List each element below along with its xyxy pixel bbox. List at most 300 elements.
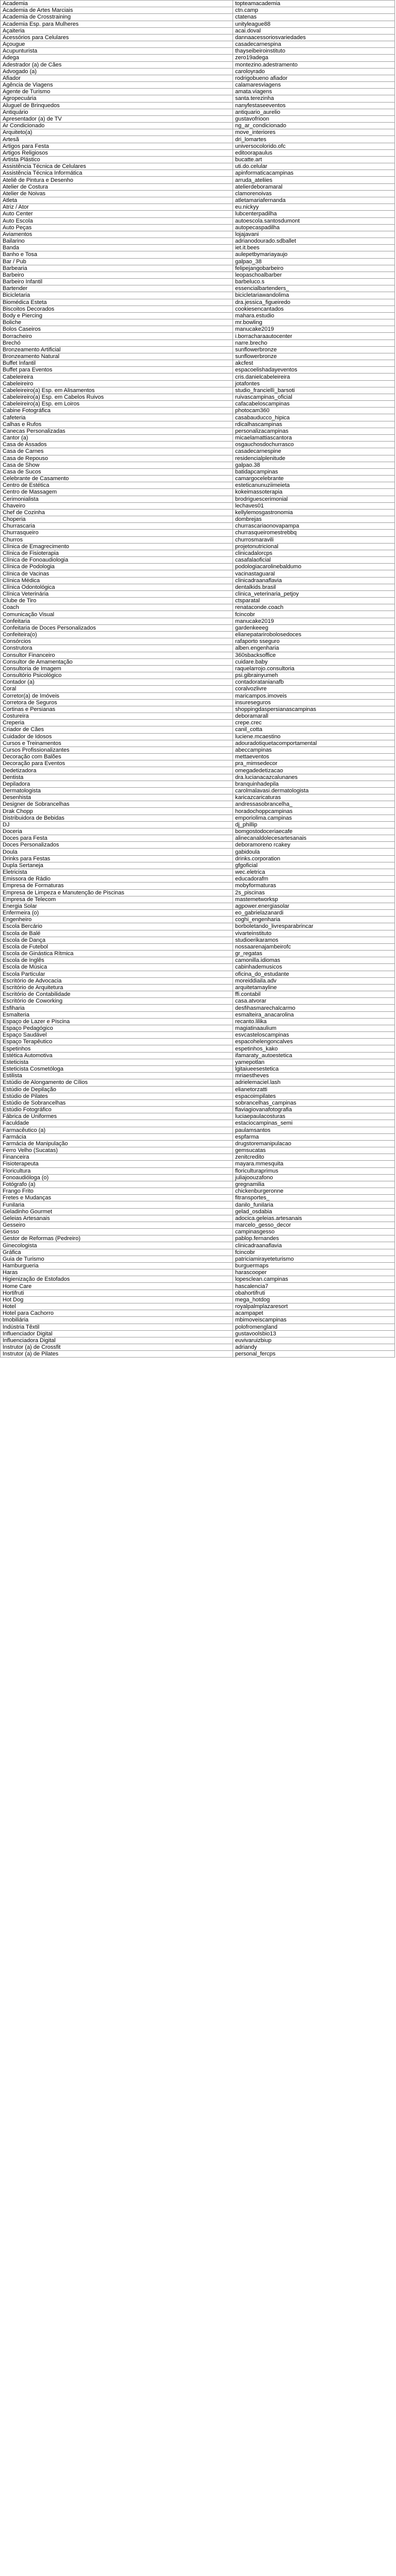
category-cell[interactable]: Cabeleireiro(a) Esp. em Alisamentos bbox=[1, 387, 233, 394]
category-cell[interactable]: Empresa de Telecom bbox=[1, 896, 233, 903]
handle-cell[interactable]: mriaestheves bbox=[233, 1073, 395, 1079]
category-cell[interactable]: Confeitaria de Doces Personalizados bbox=[1, 624, 233, 631]
category-cell[interactable]: Atelier de Noivas bbox=[1, 190, 233, 197]
category-cell[interactable]: Hortifruti bbox=[1, 1290, 233, 1296]
category-cell[interactable]: Canecas Personalizadas bbox=[1, 428, 233, 434]
category-cell[interactable]: Atriz / Ator bbox=[1, 204, 233, 211]
category-cell[interactable]: Clube de Tiro bbox=[1, 598, 233, 604]
handle-cell[interactable]: jotafontes bbox=[233, 380, 395, 387]
handle-cell[interactable]: recanto.lilika bbox=[233, 1018, 395, 1025]
category-cell[interactable]: Confeitaria bbox=[1, 618, 233, 624]
category-cell[interactable]: Escola Bercário bbox=[1, 923, 233, 930]
handle-cell[interactable]: dentalkids.brasil bbox=[233, 584, 395, 590]
category-cell[interactable]: Espaço Saudável bbox=[1, 1032, 233, 1039]
category-cell[interactable]: Buffet Infantil bbox=[1, 360, 233, 367]
category-cell[interactable]: Escritório de Arquitetura bbox=[1, 984, 233, 991]
category-cell[interactable]: Auto Peças bbox=[1, 224, 233, 231]
category-cell[interactable]: Adestrador (a) de Cães bbox=[1, 61, 233, 68]
handle-cell[interactable]: crepe.crec bbox=[233, 720, 395, 726]
handle-cell[interactable]: photocam360 bbox=[233, 408, 395, 414]
category-cell[interactable]: Assistência Técnica de Celulares bbox=[1, 163, 233, 170]
category-cell[interactable]: Casa de Carnes bbox=[1, 448, 233, 455]
handle-cell[interactable]: ng_ar_condicionado bbox=[233, 123, 395, 129]
handle-cell[interactable]: osgauchosdochurrasco bbox=[233, 442, 395, 448]
category-cell[interactable]: Cortinas e Persianas bbox=[1, 706, 233, 713]
category-cell[interactable]: Geladinho Gourmet bbox=[1, 1208, 233, 1215]
handle-cell[interactable]: clinicadalorcps bbox=[233, 550, 395, 556]
handle-cell[interactable]: zenitcredito bbox=[233, 1154, 395, 1161]
handle-cell[interactable]: nossaarenajambeirofc bbox=[233, 943, 395, 950]
category-cell[interactable]: Açaiteria bbox=[1, 27, 233, 34]
category-cell[interactable]: Bronzeamento Natural bbox=[1, 353, 233, 360]
category-cell[interactable]: Doceria bbox=[1, 828, 233, 835]
handle-cell[interactable]: maricampos.imoveis bbox=[233, 692, 395, 699]
category-cell[interactable]: Fretes e Mudanças bbox=[1, 1195, 233, 1201]
category-cell[interactable]: Doces para Festa bbox=[1, 835, 233, 842]
category-cell[interactable]: Empresa de Formaturas bbox=[1, 883, 233, 889]
category-cell[interactable]: Bar / Pub bbox=[1, 258, 233, 265]
category-cell[interactable]: Consórcios bbox=[1, 638, 233, 645]
handle-cell[interactable]: burguermaps bbox=[233, 1262, 395, 1269]
handle-cell[interactable]: galpao.38 bbox=[233, 462, 395, 468]
handle-cell[interactable]: churrasqueiromestrebbq bbox=[233, 530, 395, 536]
category-cell[interactable]: Home Care bbox=[1, 1283, 233, 1290]
category-cell[interactable]: Bicicletaria bbox=[1, 292, 233, 299]
category-cell[interactable]: Bartender bbox=[1, 285, 233, 292]
handle-cell[interactable]: rafaporto sseguro bbox=[233, 638, 395, 645]
category-cell[interactable]: Academia de Crosstraining bbox=[1, 14, 233, 21]
handle-cell[interactable]: paulamsantos bbox=[233, 1127, 395, 1133]
handle-cell[interactable]: wec.eletrica bbox=[233, 869, 395, 876]
handle-cell[interactable]: move_interiores bbox=[233, 129, 395, 136]
handle-cell[interactable]: espacoimpilates bbox=[233, 1093, 395, 1099]
handle-cell[interactable]: alben.engenharia bbox=[233, 645, 395, 652]
handle-cell[interactable]: cookiesencantados bbox=[233, 306, 395, 312]
handle-cell[interactable]: drugstoremanipulacao bbox=[233, 1140, 395, 1147]
category-cell[interactable]: Dentista bbox=[1, 774, 233, 781]
handle-cell[interactable]: thayseibeiroinstituto bbox=[233, 48, 395, 55]
handle-cell[interactable]: espacohelengoncalves bbox=[233, 1039, 395, 1045]
category-cell[interactable]: Cabeleireiro(a) Esp. em Cabelos Ruivos bbox=[1, 394, 233, 400]
handle-cell[interactable]: branquinhadepila bbox=[233, 781, 395, 787]
handle-cell[interactable]: projetonutricional bbox=[233, 543, 395, 550]
handle-cell[interactable]: andressasobrancelha_ bbox=[233, 801, 395, 808]
handle-cell[interactable]: editoorapaulus bbox=[233, 149, 395, 156]
handle-cell[interactable]: lechaves01 bbox=[233, 502, 395, 509]
handle-cell[interactable]: dri_lomartes bbox=[233, 136, 395, 143]
category-cell[interactable]: Barbearia bbox=[1, 265, 233, 272]
category-cell[interactable]: Desenhista bbox=[1, 794, 233, 801]
handle-cell[interactable]: gr_regatas bbox=[233, 951, 395, 957]
category-cell[interactable]: Chaveiro bbox=[1, 502, 233, 509]
category-cell[interactable]: Farmacêutico (a) bbox=[1, 1127, 233, 1133]
handle-cell[interactable]: renataconde.coach bbox=[233, 604, 395, 611]
category-cell[interactable]: Bolos Caseiros bbox=[1, 326, 233, 333]
handle-cell[interactable]: dj_phillip bbox=[233, 821, 395, 828]
category-cell[interactable]: Clínica Médica bbox=[1, 577, 233, 584]
handle-cell[interactable]: zero19adega bbox=[233, 55, 395, 61]
handle-cell[interactable]: ctn.camp bbox=[233, 7, 395, 14]
category-cell[interactable]: Escola Particular bbox=[1, 971, 233, 977]
handle-cell[interactable]: acampapet bbox=[233, 1310, 395, 1317]
category-cell[interactable]: Borracheiro bbox=[1, 333, 233, 340]
handle-cell[interactable]: studio_franciellì_barsoti bbox=[233, 387, 395, 394]
category-cell[interactable]: Arquiteto(a) bbox=[1, 129, 233, 136]
category-cell[interactable]: Escola de Balé bbox=[1, 930, 233, 937]
category-cell[interactable]: Body e Piercing bbox=[1, 312, 233, 319]
category-cell[interactable]: Esfiharia bbox=[1, 1005, 233, 1011]
category-cell[interactable]: Clínica de Podologia bbox=[1, 564, 233, 570]
category-cell[interactable]: Antiquário bbox=[1, 109, 233, 115]
handle-cell[interactable]: chickenburgeronne bbox=[233, 1188, 395, 1195]
handle-cell[interactable]: luciaepaulacosturas bbox=[233, 1113, 395, 1120]
category-cell[interactable]: Cabeleireira bbox=[1, 374, 233, 380]
handle-cell[interactable]: elianepatarirobolosedoces bbox=[233, 631, 395, 638]
category-cell[interactable]: Hotel para Cachorro bbox=[1, 1310, 233, 1317]
category-cell[interactable]: Espaço Pedagógico bbox=[1, 1025, 233, 1031]
category-cell[interactable]: Hamburgueria bbox=[1, 1262, 233, 1269]
handle-cell[interactable]: educadorafm bbox=[233, 876, 395, 883]
category-cell[interactable]: Escola de Ginástica Rítmica bbox=[1, 951, 233, 957]
handle-cell[interactable]: esmalteira_anacarolina bbox=[233, 1011, 395, 1018]
category-cell[interactable]: Clínica de Vacinas bbox=[1, 570, 233, 577]
handle-cell[interactable]: campinasgesso bbox=[233, 1229, 395, 1235]
category-cell[interactable]: Floricultura bbox=[1, 1167, 233, 1174]
category-cell[interactable]: Dupla Sertaneja bbox=[1, 862, 233, 869]
category-cell[interactable]: Costureira bbox=[1, 713, 233, 720]
handle-cell[interactable]: rdicalhascampinas bbox=[233, 421, 395, 428]
category-cell[interactable]: Esteticista bbox=[1, 1059, 233, 1065]
category-cell[interactable]: Biomédica Esteta bbox=[1, 299, 233, 306]
category-cell[interactable]: Fonoaudióloga (o) bbox=[1, 1174, 233, 1181]
category-cell[interactable]: Escola de Inglês bbox=[1, 957, 233, 964]
handle-cell[interactable]: gustavofrioon bbox=[233, 115, 395, 122]
handle-cell[interactable]: elianetorzatti bbox=[233, 1086, 395, 1093]
category-cell[interactable]: Instrutor (a) de Pilates bbox=[1, 1351, 233, 1358]
handle-cell[interactable]: atelierdeboramaral bbox=[233, 183, 395, 190]
category-cell[interactable]: Calhas e Rufos bbox=[1, 421, 233, 428]
handle-cell[interactable]: clinicadraanaflavia bbox=[233, 577, 395, 584]
handle-cell[interactable]: mega_hotdog bbox=[233, 1296, 395, 1303]
handle-cell[interactable]: mahara.estudio bbox=[233, 312, 395, 319]
category-cell[interactable]: Criador de Cães bbox=[1, 726, 233, 733]
handle-cell[interactable]: arruda_ateliies bbox=[233, 177, 395, 183]
handle-cell[interactable]: dra.lucianacazcalunanes bbox=[233, 774, 395, 781]
category-cell[interactable]: Centro de Massagem bbox=[1, 489, 233, 496]
category-cell[interactable]: Choperia bbox=[1, 516, 233, 523]
handle-cell[interactable]: mastemetworksp bbox=[233, 896, 395, 903]
category-cell[interactable]: Dermatologista bbox=[1, 787, 233, 794]
handle-cell[interactable]: magiatinaaulium bbox=[233, 1025, 395, 1031]
category-cell[interactable]: Doula bbox=[1, 849, 233, 855]
category-cell[interactable]: Coach bbox=[1, 604, 233, 611]
category-cell[interactable]: Eletricista bbox=[1, 869, 233, 876]
category-cell[interactable]: Consultoria de Imagem bbox=[1, 665, 233, 672]
handle-cell[interactable]: harascooper bbox=[233, 1269, 395, 1276]
category-cell[interactable]: Cabeleireiro(a) Esp. em Loiros bbox=[1, 401, 233, 408]
handle-cell[interactable]: gemsucatas bbox=[233, 1147, 395, 1154]
handle-cell[interactable]: oficina_do_estudante bbox=[233, 971, 395, 977]
category-cell[interactable]: Cafeteria bbox=[1, 414, 233, 421]
handle-cell[interactable]: uti.do.celular bbox=[233, 163, 395, 170]
handle-cell[interactable]: rodrigobueno afiador bbox=[233, 75, 395, 81]
handle-cell[interactable]: universocolorido.ofc bbox=[233, 143, 395, 149]
category-cell[interactable]: Decoração para Eventos bbox=[1, 760, 233, 767]
handle-cell[interactable]: apinformaticacampinas bbox=[233, 170, 395, 177]
handle-cell[interactable]: atletamariafernanda bbox=[233, 197, 395, 204]
category-cell[interactable]: Casa de Sucos bbox=[1, 468, 233, 475]
category-cell[interactable]: Atleta bbox=[1, 197, 233, 204]
handle-cell[interactable]: sobrancelhas_campinas bbox=[233, 1099, 395, 1106]
category-cell[interactable]: Contador (a) bbox=[1, 679, 233, 686]
handle-cell[interactable]: caroloyrado bbox=[233, 68, 395, 75]
category-cell[interactable]: Imobiliária bbox=[1, 1317, 233, 1324]
handle-cell[interactable]: fcincobr bbox=[233, 1249, 395, 1256]
handle-cell[interactable]: contadoratanianafb bbox=[233, 679, 395, 686]
handle-cell[interactable]: euvivaruizbiup bbox=[233, 1337, 395, 1344]
category-cell[interactable]: Acupunturista bbox=[1, 48, 233, 55]
handle-cell[interactable]: casafalaoficial bbox=[233, 557, 395, 564]
handle-cell[interactable]: mobyformaturas bbox=[233, 883, 395, 889]
category-cell[interactable]: Clínica de Emagrecimento bbox=[1, 543, 233, 550]
handle-cell[interactable]: borboletando_livresparabrincar bbox=[233, 923, 395, 930]
handle-cell[interactable]: acai.doval bbox=[233, 27, 395, 34]
handle-cell[interactable]: adrianodourado.sdballet bbox=[233, 238, 395, 245]
handle-cell[interactable]: manucake2019 bbox=[233, 618, 395, 624]
handle-cell[interactable]: eo_gabrielazanardi bbox=[233, 910, 395, 917]
handle-cell[interactable]: bicicletariawandolima bbox=[233, 292, 395, 299]
category-cell[interactable]: Haras bbox=[1, 1269, 233, 1276]
category-cell[interactable]: Funilaria bbox=[1, 1201, 233, 1208]
category-cell[interactable]: Agência de Viagens bbox=[1, 82, 233, 89]
handle-cell[interactable]: fitransportes_ bbox=[233, 1195, 395, 1201]
category-cell[interactable]: Ar Condicionado bbox=[1, 123, 233, 129]
handle-cell[interactable]: gregnamilia bbox=[233, 1181, 395, 1188]
handle-cell[interactable]: cafacabeloscampinas bbox=[233, 401, 395, 408]
handle-cell[interactable]: churrosmaravili bbox=[233, 536, 395, 543]
category-cell[interactable]: Distribuidora de Bebidas bbox=[1, 815, 233, 821]
category-cell[interactable]: Casa de Repouso bbox=[1, 455, 233, 462]
handle-cell[interactable]: sunflowerbronze bbox=[233, 353, 395, 360]
category-cell[interactable]: Escritório de Contabilidade bbox=[1, 991, 233, 998]
category-cell[interactable]: Cuidador de Idosos bbox=[1, 733, 233, 740]
category-cell[interactable]: Higienização de Estofados bbox=[1, 1276, 233, 1283]
handle-cell[interactable]: leopaschoalbarber bbox=[233, 272, 395, 278]
handle-cell[interactable]: desfihasmarechalcarmo bbox=[233, 1005, 395, 1011]
category-cell[interactable]: Biscoitos Decorados bbox=[1, 306, 233, 312]
handle-cell[interactable]: esvcasteloscampinas bbox=[233, 1032, 395, 1039]
category-cell[interactable]: Financeira bbox=[1, 1154, 233, 1161]
category-cell[interactable]: Cabine Fotográfica bbox=[1, 408, 233, 414]
handle-cell[interactable]: nanyfestaseeventos bbox=[233, 102, 395, 109]
category-cell[interactable]: Gesseiro bbox=[1, 1222, 233, 1228]
handle-cell[interactable]: cuidare.baby bbox=[233, 658, 395, 665]
category-cell[interactable]: Barbeiro bbox=[1, 272, 233, 278]
handle-cell[interactable]: floriculturaprimus bbox=[233, 1167, 395, 1174]
handle-cell[interactable]: camonilla.idiomas bbox=[233, 957, 395, 964]
category-cell[interactable]: Estética Automotiva bbox=[1, 1052, 233, 1059]
handle-cell[interactable]: casabauducco_hipica bbox=[233, 414, 395, 421]
handle-cell[interactable]: juliajoouzafono bbox=[233, 1174, 395, 1181]
handle-cell[interactable]: batidapcampinas bbox=[233, 468, 395, 475]
category-cell[interactable]: Auto Escola bbox=[1, 217, 233, 224]
category-cell[interactable]: Aluguel de Brinquedos bbox=[1, 102, 233, 109]
category-cell[interactable]: Adega bbox=[1, 55, 233, 61]
category-cell[interactable]: Consultor de Amamentação bbox=[1, 658, 233, 665]
category-cell[interactable]: Bronzeamento Artificial bbox=[1, 346, 233, 353]
handle-cell[interactable]: narre.brecho bbox=[233, 340, 395, 346]
handle-cell[interactable]: barbeluco.s bbox=[233, 279, 395, 285]
category-cell[interactable]: Banho e Tosa bbox=[1, 251, 233, 258]
category-cell[interactable]: Empresa de Limpeza e Manutenção de Piscinas bbox=[1, 889, 233, 896]
handle-cell[interactable]: santa.terezinha bbox=[233, 95, 395, 102]
handle-cell[interactable]: adriandy bbox=[233, 1344, 395, 1351]
category-cell[interactable]: Escola de Dança bbox=[1, 937, 233, 943]
category-cell[interactable]: Artigos para Festa bbox=[1, 143, 233, 149]
handle-cell[interactable]: ctatenas bbox=[233, 14, 395, 21]
category-cell[interactable]: Ferro Velho (Sucatas) bbox=[1, 1147, 233, 1154]
handle-cell[interactable]: estaciocampinas_semi bbox=[233, 1120, 395, 1127]
handle-cell[interactable]: psi.gibrainyumeh bbox=[233, 672, 395, 679]
handle-cell[interactable]: obahortifruti bbox=[233, 1290, 395, 1296]
category-cell[interactable]: Esmalteria bbox=[1, 1011, 233, 1018]
handle-cell[interactable]: studioerikaramos bbox=[233, 937, 395, 943]
handle-cell[interactable]: 2s_piscinas bbox=[233, 889, 395, 896]
category-cell[interactable]: Barbeiro Infantil bbox=[1, 279, 233, 285]
category-cell[interactable]: Drinks para Festas bbox=[1, 855, 233, 862]
handle-cell[interactable]: agpower.energiasolar bbox=[233, 903, 395, 909]
handle-cell[interactable]: clinica_veterinaria_petjoy bbox=[233, 590, 395, 597]
handle-cell[interactable]: abeccampinas bbox=[233, 747, 395, 753]
category-cell[interactable]: Escritório de Advocacia bbox=[1, 977, 233, 984]
category-cell[interactable]: Aviamentos bbox=[1, 231, 233, 238]
handle-cell[interactable]: casadecarnespine bbox=[233, 448, 395, 455]
handle-cell[interactable]: iet.it.bees bbox=[233, 245, 395, 251]
handle-cell[interactable]: esteticanunuziimeieta bbox=[233, 482, 395, 489]
handle-cell[interactable]: vacinastaguaral bbox=[233, 570, 395, 577]
handle-cell[interactable]: unityleague88 bbox=[233, 21, 395, 27]
category-cell[interactable]: Corretor(a) de Imóveis bbox=[1, 692, 233, 699]
handle-cell[interactable]: raquelarrojo.consultoria bbox=[233, 665, 395, 672]
handle-cell[interactable]: espacoelishadayeventos bbox=[233, 367, 395, 374]
category-cell[interactable]: Celebrante de Casamento bbox=[1, 476, 233, 482]
category-cell[interactable]: Farmácia de Manipulação bbox=[1, 1140, 233, 1147]
category-cell[interactable]: Creperia bbox=[1, 720, 233, 726]
handle-cell[interactable]: hascalencia7 bbox=[233, 1283, 395, 1290]
handle-cell[interactable]: montezino.adestramento bbox=[233, 61, 395, 68]
category-cell[interactable]: Espaço de Lazer e Piscina bbox=[1, 1018, 233, 1025]
handle-cell[interactable]: mr.bowling bbox=[233, 319, 395, 326]
handle-cell[interactable]: deboramoreno rcakey bbox=[233, 842, 395, 849]
handle-cell[interactable]: lgitaiueesestetica bbox=[233, 1065, 395, 1072]
handle-cell[interactable]: royalpalmplazaresort bbox=[233, 1303, 395, 1310]
handle-cell[interactable]: danilo_funilaria bbox=[233, 1201, 395, 1208]
category-cell[interactable]: Boliche bbox=[1, 319, 233, 326]
category-cell[interactable]: Geleias Artesanais bbox=[1, 1215, 233, 1222]
handle-cell[interactable]: coghi_engenharia bbox=[233, 917, 395, 923]
category-cell[interactable]: Indústria Têxtil bbox=[1, 1324, 233, 1330]
category-cell[interactable]: Casa de Assados bbox=[1, 442, 233, 448]
category-cell[interactable]: Consultório Psicológico bbox=[1, 672, 233, 679]
category-cell[interactable]: Gráfica bbox=[1, 1249, 233, 1256]
handle-cell[interactable]: cris.danielcabeleireira bbox=[233, 374, 395, 380]
handle-cell[interactable]: patriciamirayeteturismo bbox=[233, 1256, 395, 1262]
handle-cell[interactable]: shoppingdaspersianascampinas bbox=[233, 706, 395, 713]
category-cell[interactable]: Clínica de Fisioterapia bbox=[1, 550, 233, 556]
handle-cell[interactable]: kellylemosgastronomia bbox=[233, 509, 395, 516]
category-cell[interactable]: Auto Center bbox=[1, 211, 233, 217]
handle-cell[interactable]: horadochoppcampinas bbox=[233, 808, 395, 815]
category-cell[interactable]: Artesã bbox=[1, 136, 233, 143]
category-cell[interactable]: Açougue bbox=[1, 41, 233, 48]
category-cell[interactable]: Clínica Odontológica bbox=[1, 584, 233, 590]
handle-cell[interactable]: clinicadraanaflavia bbox=[233, 1242, 395, 1249]
category-cell[interactable]: Academia Esp. para Mulheres bbox=[1, 21, 233, 27]
category-cell[interactable]: Faculdade bbox=[1, 1120, 233, 1127]
handle-cell[interactable]: mayara.mmesquita bbox=[233, 1161, 395, 1167]
category-cell[interactable]: Churros bbox=[1, 536, 233, 543]
category-cell[interactable]: Comunicação Visual bbox=[1, 611, 233, 618]
category-cell[interactable]: Chef de Cozinha bbox=[1, 509, 233, 516]
handle-cell[interactable]: gardenkeeeg bbox=[233, 624, 395, 631]
category-cell[interactable]: Influenciadora Digital bbox=[1, 1337, 233, 1344]
category-cell[interactable]: Construtora bbox=[1, 645, 233, 652]
handle-cell[interactable]: personal_fercps bbox=[233, 1351, 395, 1358]
category-cell[interactable]: Academia de Artes Marciais bbox=[1, 7, 233, 14]
category-cell[interactable]: Academia bbox=[1, 1, 233, 7]
handle-cell[interactable]: i.borracharaautocenter bbox=[233, 333, 395, 340]
category-cell[interactable]: Buffet para Eventos bbox=[1, 367, 233, 374]
handle-cell[interactable]: amata.viagens bbox=[233, 89, 395, 95]
handle-cell[interactable]: luciene.mcaestino bbox=[233, 733, 395, 740]
category-cell[interactable]: Emissora de Rádio bbox=[1, 876, 233, 883]
handle-cell[interactable]: omegadedetizacao bbox=[233, 767, 395, 774]
category-cell[interactable]: Espetinhos bbox=[1, 1045, 233, 1052]
handle-cell[interactable]: autopecaspadilha bbox=[233, 224, 395, 231]
handle-cell[interactable]: clamorenoivas bbox=[233, 190, 395, 197]
handle-cell[interactable]: bucatte.art bbox=[233, 156, 395, 163]
category-cell[interactable]: Assistência Técnica Informática bbox=[1, 170, 233, 177]
category-cell[interactable]: Decoração com Balões bbox=[1, 754, 233, 760]
handle-cell[interactable]: gustavoolsbio13 bbox=[233, 1330, 395, 1337]
category-cell[interactable]: Cursos Profissionalizantes bbox=[1, 747, 233, 753]
handle-cell[interactable]: churrascariaonovapampa bbox=[233, 523, 395, 530]
category-cell[interactable]: Cabeleireiro bbox=[1, 380, 233, 387]
category-cell[interactable]: Enfermeira (o) bbox=[1, 910, 233, 917]
handle-cell[interactable]: espetinhos_kako bbox=[233, 1045, 395, 1052]
handle-cell[interactable]: pra_mimsedecor bbox=[233, 760, 395, 767]
category-cell[interactable]: Coral bbox=[1, 686, 233, 692]
handle-cell[interactable]: calamaresviagens bbox=[233, 82, 395, 89]
category-cell[interactable]: Bailarino bbox=[1, 238, 233, 245]
handle-cell[interactable]: gabidoula bbox=[233, 849, 395, 855]
handle-cell[interactable]: aulepetbymariayaujo bbox=[233, 251, 395, 258]
category-cell[interactable]: Escola de Futebol bbox=[1, 943, 233, 950]
category-cell[interactable]: Doces Personalizados bbox=[1, 842, 233, 849]
handle-cell[interactable]: mettaeventos bbox=[233, 754, 395, 760]
handle-cell[interactable]: adouradotiquetacomportamental bbox=[233, 740, 395, 747]
category-cell[interactable]: Engenheiro bbox=[1, 917, 233, 923]
category-cell[interactable]: Artista Plástico bbox=[1, 156, 233, 163]
handle-cell[interactable]: sunflowerbronze bbox=[233, 346, 395, 353]
category-cell[interactable]: Drak Chopp bbox=[1, 808, 233, 815]
handle-cell[interactable]: dombrejas bbox=[233, 516, 395, 523]
category-cell[interactable]: Escola de Música bbox=[1, 964, 233, 971]
handle-cell[interactable]: espfarma bbox=[233, 1133, 395, 1140]
handle-cell[interactable]: casa.atvorar bbox=[233, 998, 395, 1005]
category-cell[interactable]: Brechó bbox=[1, 340, 233, 346]
handle-cell[interactable]: canil_cotta bbox=[233, 726, 395, 733]
